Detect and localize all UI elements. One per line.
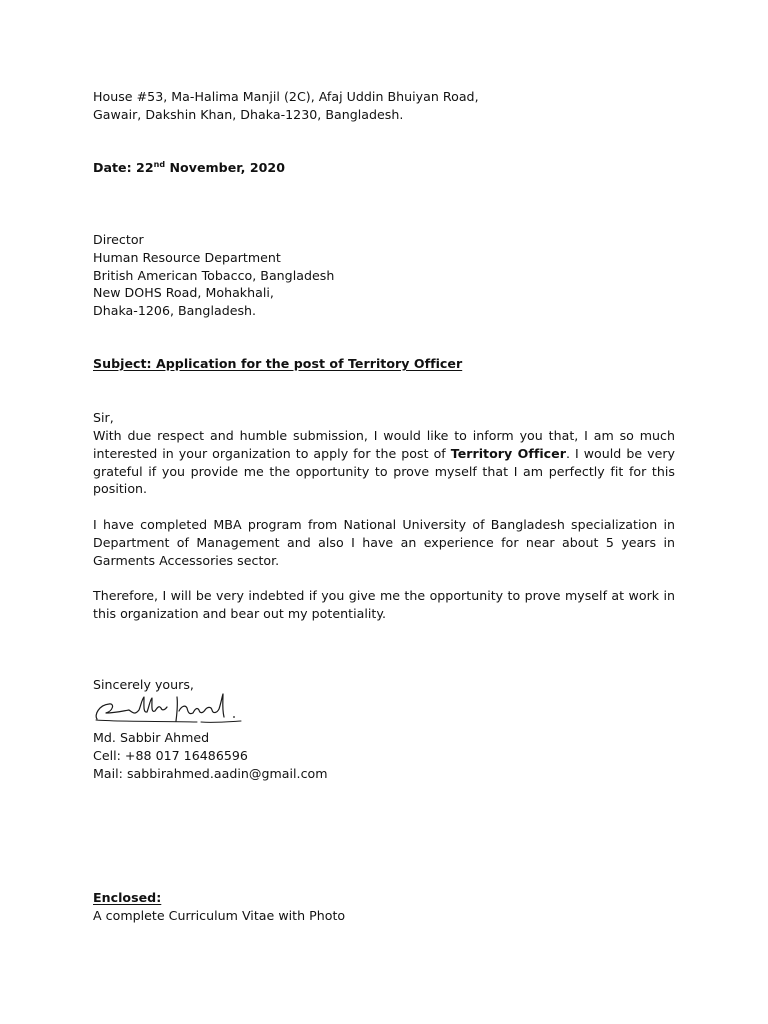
sender-address-line-1: House #53, Ma-Halima Manjil (2C), Afaj Uddin Bhuiyan Road, [93, 89, 479, 104]
recipient-title: Director [93, 232, 144, 247]
signer-contact [93, 729, 675, 782]
signer-name: Md. Sabbir Ahmed [93, 730, 210, 745]
paragraph-1-text-a: With due respect and humble submission, I would like to inform you that, I am so much interested in your organization to apply for the post of [93, 428, 675, 461]
sender-address [93, 88, 675, 124]
enclosure-section [93, 889, 675, 925]
enclosure-heading: Enclosed: [93, 890, 162, 905]
signer-cell: Cell: +88 017 16486596 [93, 747, 248, 763]
paragraph-3: Therefore, I will be very indebted if you give me the opportunity to prove myself at work in this organization and bear out my potentiality. [93, 588, 675, 621]
date-rest: November, 2020 [165, 160, 285, 175]
paragraph-2: I have completed MBA program from National University of Bangladesh specialization in Department of Management and also I have an experience for near about 5 years in Garments Accessories sector. [93, 517, 675, 568]
recipient-city: Dhaka-1206, Bangladesh. [93, 303, 257, 319]
letter-date [93, 159, 675, 177]
recipient-street: New DOHS Road, Mohakhali, [93, 285, 274, 301]
signer-email: Mail: sabbirahmed.aadin@gmail.com [93, 765, 328, 781]
date-prefix: Date: 22 [93, 160, 154, 175]
enclosure-item: A complete Curriculum Vitae with Photo [93, 907, 346, 923]
date-ordinal-suffix: nd [153, 160, 166, 169]
sender-address-line-2: Gawair, Dakshin Khan, Dhaka-1230, Bangladesh. [93, 106, 404, 122]
subject-line: Subject: Application for the post of Territory Officer [93, 356, 463, 371]
recipient-department: Human Resource Department [93, 249, 281, 265]
handwritten-signature [93, 691, 245, 731]
sign-off: Sincerely yours, [93, 677, 194, 692]
salutation: Sir, [93, 410, 114, 425]
recipient-company: British American Tobacco, Bangladesh [93, 267, 335, 283]
paragraph-1-text-b: . I would be very grateful if you provide me the opportunity to prove myself that I am perfectly fit for this position. [93, 445, 676, 497]
paragraph-1 [93, 427, 675, 498]
recipient-address [93, 231, 675, 320]
position-title: Territory Officer [450, 445, 566, 461]
